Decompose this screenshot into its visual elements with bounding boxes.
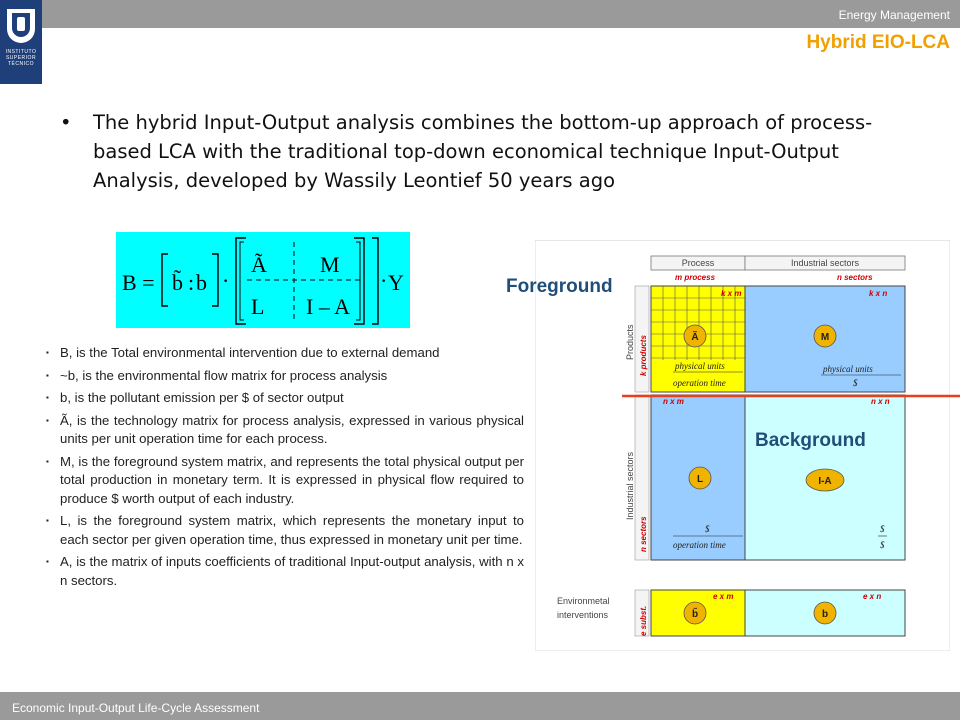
definitions-list [46, 344, 524, 594]
definition-item: ▪ M, is the foreground system matrix, and represents the total physical output per total production in monetary term. It is expressed in physical flow required to produce $ worth output of each industry. [46, 453, 524, 506]
formula-a-tilde: Ã [251, 252, 267, 277]
circle-a-tilde: Ã [691, 332, 699, 343]
formula-colon: : [188, 270, 195, 295]
label-e-subst: e subst. [639, 605, 648, 636]
label-industrial-sectors-side: Industrial sectors [625, 451, 635, 520]
background-label: Background [755, 430, 866, 451]
label-kxn: k x n [869, 289, 888, 298]
label-dollar-r1: $ [880, 524, 885, 534]
formula-b-tilde: b̃ [172, 270, 183, 295]
logo-text: INSTITUTO SUPERIOR TÉCNICO [5, 49, 37, 67]
definition-item: ▪ ~b, is the environmental flow matrix for process analysis [46, 367, 388, 383]
intro-paragraph [60, 108, 880, 195]
definition-item: ▪ A, is the matrix of inputs coefficients of traditional Input-output analysis, with n x n sectors. [46, 554, 524, 588]
label-k-products: k products [639, 335, 648, 376]
label-exn: e x n [863, 592, 882, 601]
footer-bar [0, 692, 960, 720]
header-process: Process [681, 258, 715, 268]
label-n-sectors-side: n sectors [639, 516, 648, 552]
label-n-sectors-top: n sectors [837, 273, 873, 282]
circle-m: M [820, 332, 830, 343]
foreground-background-separator [620, 392, 960, 400]
label-kxm: k x m [721, 289, 742, 298]
institution-logo [0, 0, 42, 84]
circle-b-tilde: b̃ [691, 609, 699, 620]
header-bar [0, 0, 960, 28]
formula-y: Y [388, 270, 404, 295]
label-interventions: interventions [557, 610, 609, 620]
formula-box [116, 232, 410, 328]
label-operation-time-left: operation time [673, 378, 726, 388]
shield-icon [7, 9, 35, 43]
label-nxn: n x n [871, 397, 890, 406]
formula-b: b [196, 270, 207, 295]
slide-title: Hybrid EIO-LCA [806, 32, 950, 53]
intro-bullet: • [60, 111, 72, 134]
definition-item: ▪ Ã, is the technology matrix for process analysis, expressed in various physical units per unit operation time for each process. [46, 412, 524, 446]
footer-text: Economic Input-Output Life-Cycle Assessment [12, 701, 260, 715]
definition-item: ▪ L, is the foreground system matrix, which represents the monetary input to each sector per given operation time, thus expressed in monetary unit per time. [46, 513, 524, 547]
header-industrial-sectors: Industrial sectors [790, 258, 860, 268]
label-physical-units-right: physical units [823, 364, 873, 374]
hybrid-matrix-diagram [535, 240, 950, 651]
formula-l: L [251, 294, 265, 319]
label-dollar-l: $ [705, 524, 710, 534]
circle-b: b [821, 609, 829, 620]
formula-dot-1: · [222, 268, 230, 293]
label-physical-units-left: physical units [675, 361, 725, 371]
circle-l: L [696, 474, 704, 485]
label-m-process: m process [675, 273, 716, 282]
definition-item: ▪ b, is the pollutant emission per $ of sector output [46, 390, 344, 405]
formula-i-a: I – A [306, 294, 350, 319]
label-products: Products [625, 324, 635, 360]
foreground-label: Foreground [506, 276, 613, 297]
label-environmental: Environmetal [557, 596, 610, 606]
circle-ia: I-A [818, 476, 832, 487]
formula-m: M [320, 252, 340, 277]
label-dollar-r2: $ [880, 540, 885, 550]
course-name: Energy Management [838, 8, 950, 22]
definition-item: ▪ B, is the Total environmental intervention due to external demand [46, 345, 440, 360]
label-nxm: n x m [663, 397, 684, 406]
intro-text: The hybrid Input-Output analysis combines the bottom-up approach of process-based LCA with the traditional top-down economical technique Input-Output Analysis, developed by Wassily Leontief 50 years ago [93, 111, 873, 192]
formula-dot-2: · [380, 268, 388, 293]
formula-lhs: B = [122, 270, 155, 295]
formula-svg [116, 232, 410, 328]
label-exm: e x m [713, 592, 734, 601]
label-dollar: $ [853, 378, 858, 388]
label-operation-time-bottom: operation time [673, 540, 726, 550]
